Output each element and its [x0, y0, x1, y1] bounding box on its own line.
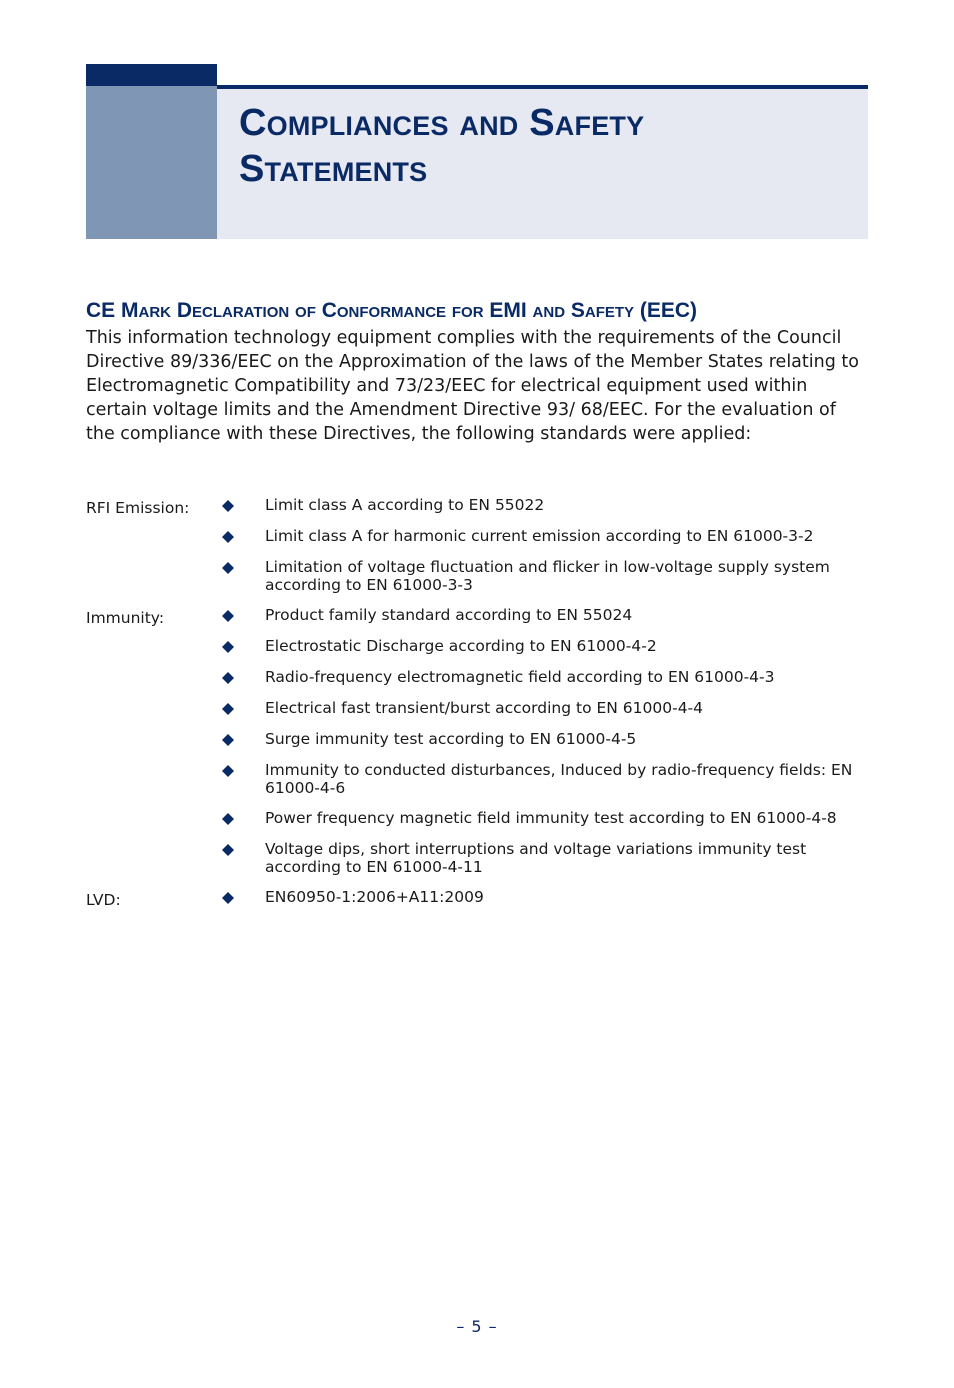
diamond-bullet-icon: [222, 892, 234, 904]
standards-group: [86, 607, 868, 876]
standards-list-item: [86, 528, 868, 546]
diamond-bullet-icon: [222, 844, 234, 856]
standards-list-item: [86, 669, 868, 687]
standards-item-text: Electrostatic Discharge according to EN 61000-4-2: [265, 637, 657, 655]
chapter-tab-accent: [86, 64, 217, 86]
page-number: – 5 –: [456, 1317, 498, 1336]
standards-list-item: [86, 731, 868, 749]
diamond-bullet-icon: [222, 641, 234, 653]
standards-item-text: Limit class A according to EN 55022: [265, 496, 545, 514]
diamond-bullet-icon: [222, 531, 234, 543]
standards-item-text: Radio-frequency electromagnetic field according to EN 61000-4-3: [265, 668, 775, 686]
standards-list-item: [86, 638, 868, 656]
diamond-bullet-icon: [222, 734, 234, 746]
section-heading: CE Mark Declaration of Conformance for EMI and Safety (EEC): [86, 299, 698, 322]
diamond-bullet-icon: [222, 562, 234, 574]
standards-group: [86, 889, 868, 907]
standards-group-label: Immunity:: [86, 609, 165, 627]
chapter-title: [239, 100, 859, 192]
standards-group-label: LVD:: [86, 891, 121, 909]
standards-list-item: [86, 762, 868, 797]
standards-list-item: [86, 810, 868, 828]
diamond-bullet-icon: [222, 703, 234, 715]
standards-item-text: Limit class A for harmonic current emission according to EN 61000-3-2: [265, 527, 814, 545]
diamond-bullet-icon: [222, 765, 234, 777]
standards-list-item: [86, 497, 868, 515]
diamond-bullet-icon: [222, 610, 234, 622]
diamond-bullet-icon: [222, 500, 234, 512]
standards-list-item: [86, 841, 868, 876]
chapter-side-block: [86, 86, 217, 239]
standards-item-text: Power frequency magnetic field immunity test according to EN 61000-4-8: [265, 809, 837, 827]
standards-item-text: Surge immunity test according to EN 61000-4-5: [265, 730, 637, 748]
standards-list-item: [86, 607, 868, 625]
standards-item-text: Limitation of voltage fluctuation and flicker in low-voltage supply system according to EN 61000-3-3: [265, 558, 830, 594]
section-intro-paragraph: This information technology equipment complies with the requirements of the Council Directive 89/336/EEC on the Approximation of the laws of the Member States relating to Electromagnetic Compatibility and 73/23/EEC for electrical equipment used within certain voltage limits and the Amendment Directive 93/ 68/EEC. For the evaluation of the compliance with these Directives, the following standards were applied:: [86, 328, 859, 444]
chapter-title-line-1: Compliances and Safety: [239, 102, 645, 144]
standards-list-item: [86, 559, 868, 594]
standards-list: [86, 497, 868, 920]
standards-group-label: RFI Emission:: [86, 499, 190, 517]
standards-item-text: Voltage dips, short interruptions and voltage variations immunity test according to EN 61000-4-11: [265, 840, 807, 876]
chapter-title-line-2: Statements: [239, 148, 428, 190]
standards-item-text: EN60950-1:2006+A11:2009: [265, 888, 484, 906]
standards-item-text: Immunity to conducted disturbances, Induced by radio-frequency fields: EN 61000-4-6: [265, 761, 853, 797]
standards-list-item: [86, 700, 868, 718]
standards-item-text: Product family standard according to EN 55024: [265, 606, 633, 624]
standards-item-text: Electrical fast transient/burst according to EN 61000-4-4: [265, 699, 704, 717]
standards-group: [86, 497, 868, 594]
diamond-bullet-icon: [222, 672, 234, 684]
diamond-bullet-icon: [222, 813, 234, 825]
standards-list-item: [86, 889, 868, 907]
